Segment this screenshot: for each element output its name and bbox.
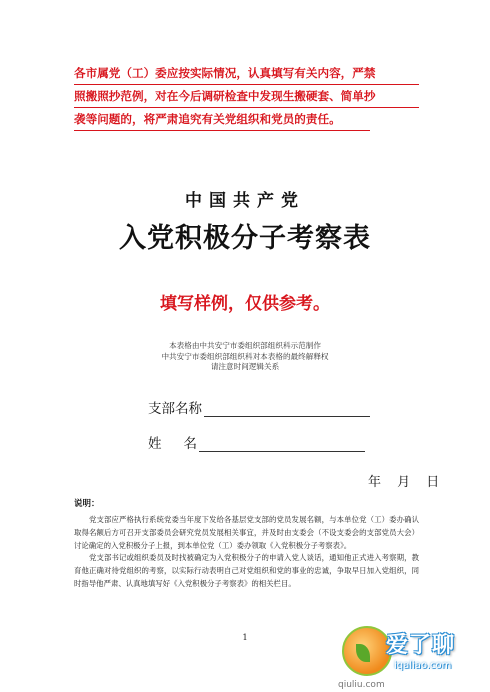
branch-name-label: 支部名称 (148, 401, 202, 417)
sample-notice: 填写样例，仅供参考。 (160, 294, 330, 314)
watermark-brand: 爱了聊 (386, 633, 456, 658)
production-notes (0, 341, 490, 373)
warning-line-3: 袭等问题的，将严肃追究有关党组织和党员的责任。 (74, 108, 370, 131)
name-label: 姓名 (148, 436, 219, 452)
watermark-bottom-text: qiuliu.com (338, 680, 385, 690)
page-number: 1 (242, 633, 248, 642)
warning-line-2: 照搬照抄范例，对在今后调研检查中发现生搬硬套、简单抄 (74, 85, 419, 108)
explanation-paragraph-1: 党支部应严格执行系统党委当年度下发给各基层党支部的党员发展名额，与本单位党（工）委办确认取得名额后方可召开支部委员会研究党员发展相关事宜，并及时由支委会（不设支委会的支部党员大会）讨论确定的入党积极分子上报，到本单位党（工）委办领取《入党积极分子考察表》。 (74, 515, 419, 550)
branch-name-field (148, 397, 370, 417)
explanation-body (74, 514, 419, 591)
name-blank[interactable] (199, 437, 365, 452)
explanation-paragraph-2: 党支部书记或组织委员及时找被确定为入党积极分子的申请入党人谈话，通知他正式进入考察期，教育他正确对待党组织的考察，以实际行动表明自己对党组织和党的事业的忠诚，争取早日加入党组织，同时指导他严肃、认真地填写好《入党积极分子考察表》的相关栏目。 (74, 553, 419, 588)
document-title: 入党积极分子考察表 (119, 223, 371, 254)
note-line-1: 本表格由中共安宁市委组织部组织科示范制作 (169, 341, 321, 350)
name-field (148, 432, 365, 452)
branch-name-blank[interactable] (204, 402, 370, 417)
explanation-title: 说明： (74, 499, 100, 509)
watermark-url: iqaliao.com (394, 660, 452, 671)
note-line-3: 请注意时间逻辑关系 (210, 362, 280, 371)
note-line-2: 中共安宁市委组织部组织科对本表格的最终解释权 (161, 351, 329, 361)
watermark (338, 622, 490, 692)
party-heading: 中国共产党 (185, 191, 305, 211)
warning-line-1: 各市属党（工）委应按实际情况，认真填写有关内容，严禁 (74, 62, 419, 85)
date-label: 年 月 日 (368, 475, 446, 490)
warning-notice (74, 62, 419, 131)
